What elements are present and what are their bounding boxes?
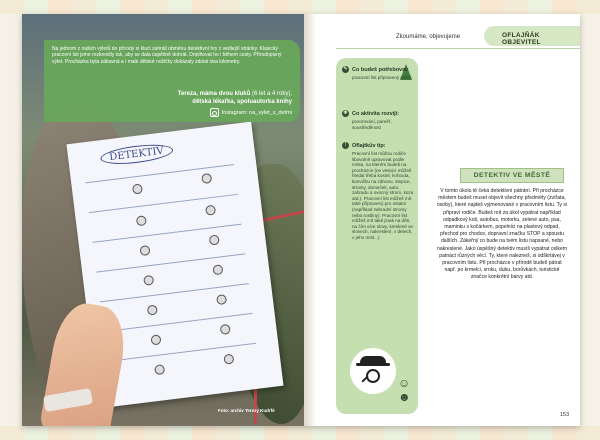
develops-section — [342, 110, 416, 130]
checkbox-circle — [220, 324, 231, 335]
header-rule — [336, 48, 580, 49]
quote-author-age: (6 let a 4 roky), — [251, 91, 292, 97]
pencil-icon: ✎ — [343, 66, 348, 72]
chapter-header: Zkoumáme, objevujeme — [396, 34, 461, 40]
checkbox-circle — [209, 234, 220, 245]
section-heading-text: DETEKTIV VE MĚSTĚ — [473, 172, 551, 179]
left-page-photo — [22, 14, 304, 426]
worksheet-title: DETEKTIV — [99, 142, 173, 168]
background-strip-top — [0, 0, 600, 14]
develops-text: pozorování, paměť, soustředěnost — [352, 119, 392, 130]
page-number: 153 — [560, 412, 570, 418]
checkbox-circle — [136, 215, 147, 226]
photo-credit: Foto: archiv Terezy Kudrfé — [218, 408, 275, 413]
needs-text: pracovní list připravený rodiči — [352, 75, 412, 80]
develops-title: Co aktivita rozvíjí: — [352, 110, 400, 117]
tip-text: Pracovní list můžou rodiče libovolně upravovat podle místa, na kterém budeš na procházce (ne vesnici můžeš hledat třeba kostel, kohouta, konvičku na záhonu, slepice, stromy, domeček, auto, zahradu a ovocný strom, kozu atd.). Pracovní list můžeš mít také připravený pro ostatní (například zahradní stromy nebo rostliny). Pracovní list můžeš mít také jinak na děti, na čím více slovy, kreslené ve slovech, nakreslení, v detech, v jeho míst...) — [352, 151, 414, 240]
checkbox-circle — [132, 183, 143, 194]
detective-icon — [350, 348, 396, 394]
right-page — [316, 14, 580, 426]
body-text: V tomto úkolu tě čeká detektivní pátrání. Při procházce městem budeš muset objevit všechny předměty (zvířata, osoby), které najdeš vyjmenované v pracovním listu. Ty si připraví rodiče. Budeš mít za úkol vypátrat například odpadkový koš, autobus, motorku, zelené auto, psa, maminku s kočárkem, popelnici na plastový odpad, přechod pro chodce, dopravní značku STOP a spoustu dalších. Zákeřný co bude na tvém listu napsané, nebo nakreslené. Jako úspěšný detektiv musíš vypátrat celkem patnáct různých věcí. Ty, které nalezneš, si odškrtávej v pracovním listu. Při procházce v přírodě budeš pátrat např. po krmelci, srnku, dubu, borůvkách, turistické značce konkrétní barvy atd. — [436, 188, 568, 281]
needs-title: Co budeš potřebovat: — [352, 66, 409, 73]
quote-author: Tereza, máma dvou kluků — [177, 91, 251, 97]
brain-icon: ✱ — [343, 110, 348, 116]
section-heading — [460, 168, 564, 183]
quote-box — [44, 40, 300, 122]
checkbox-circle — [212, 264, 223, 275]
quote-author-role: dětská lékařka, spoluautorka knihy — [192, 99, 292, 105]
detective-hat-brim — [356, 363, 390, 366]
tip-section — [342, 142, 416, 241]
chapter-label-text: OFLAJŇÁK OBJEVITEL — [502, 32, 541, 46]
checkbox-circle — [223, 354, 234, 365]
instagram-line — [210, 108, 292, 117]
children-icon: ☺☻ — [398, 376, 409, 404]
chapter-label — [484, 26, 580, 46]
quote-text: Na jednom z našich výletů do přírody si kluci zahráli obměnu detektivní hry z vedlejší stránky. Klasický pracovní list jsme rozkreslily tak, aby se dala úspěšně dohrát. Doplňovat ho i během cesty. Přírodopisný výlet. Procházka byla zábavná a i malé dětské nožičky dokázaly zdolat dva kilometry. — [52, 46, 282, 65]
quote-author-block — [92, 90, 292, 106]
checkbox-circle — [150, 334, 161, 345]
background-strip-bottom — [0, 426, 600, 440]
lightbulb-icon: ! — [342, 142, 349, 149]
checkbox-circle — [201, 173, 212, 184]
tip-title: Oflajtkův tip: — [352, 142, 386, 149]
checkbox-circle — [205, 205, 216, 216]
needs-section — [342, 66, 416, 81]
book-spread — [22, 14, 580, 426]
checkbox-circle — [154, 364, 165, 375]
worksheet-line — [85, 164, 234, 183]
checkbox-circle — [216, 294, 227, 305]
checkbox-circle — [139, 245, 150, 256]
instagram-handle: Instagram: na_vylet_s_detmi — [221, 109, 292, 116]
checkbox-circle — [147, 305, 158, 316]
book-spine — [304, 14, 316, 426]
info-sidebar — [336, 58, 418, 414]
instagram-icon — [210, 108, 219, 117]
checkbox-circle — [143, 275, 154, 286]
